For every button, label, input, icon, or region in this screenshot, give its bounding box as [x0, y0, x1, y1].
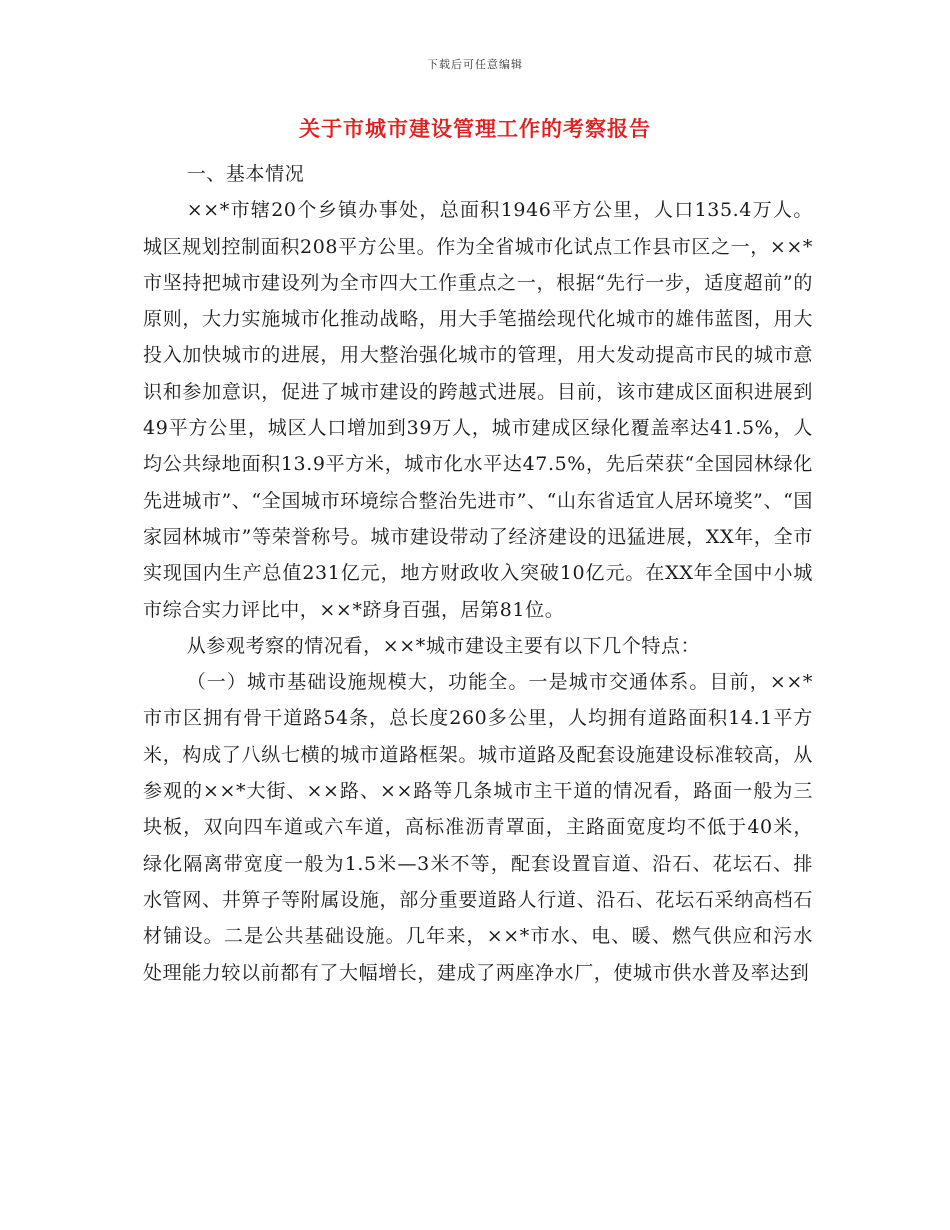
header-note: 下载后可任意编辑 [427, 58, 523, 71]
section-heading: 一、基本情况 [186, 163, 305, 185]
document-body [143, 156, 813, 991]
paragraph-basic-situation: ××*市辖20个乡镇办事处，总面积1946平方公里，人口135.4万人。城区规划控制面积208平方公里。作为全省城市化试点工作县市区之一，××*市坚持把城市建设列为全市四大工作重点之一，根据“先行一步，适度超前”的原则，大力实施城市化推动战略，用大手笔描绘现代化城市的雄伟蓝图，用大投入加快城市的进展，用大整治强化城市的管理，用大发动提高市民的城市意识和参加意识，促进了城市建设的跨越式进展。目前，该市建成区面积进展到49平方公里，城区人口增加到39万人，城市建成区绿化覆盖率达41.5%，人均公共绿地面积13.9平方米，城市化水平达47.5%，先后荣获“全国园林绿化先进城市”、“全国城市环境综合整治先进市”、“山东省适宜人居环境奖”、“国家园林城市”等荣誉称号。城市建设带动了经济建设的迅猛进展，XX年，全市实现国内生产总值231亿元，地方财政收入突破10亿元。在XX年全国中小城市综合实力评比中，××*跻身百强，居第81位。 [143, 199, 813, 621]
document-title: 关于市城市建设管理工作的考察报告 [299, 116, 651, 141]
paragraph-infrastructure: （一）城市基础设施规模大，功能全。一是城市交通体系。目前，××*市市区拥有骨干道路54条，总长度260多公里，人均拥有道路面积14.1平方米，构成了八纵七横的城市道路框架。城市道路及配套设施建设标准较高，从参观的××*大街、××路、××路等几条城市主干道的情况看，路面一般为三块板，双向四车道或六车道，高标准沥青罩面，主路面宽度均不低于40米，绿化隔离带宽度一般为1.5米—3米不等，配套设置盲道、沿石、花坛石、排水管网、井箅子等附属设施，部分重要道路人行道、沿石、花坛石采纳高档石材铺设。二是公共基础设施。几年来，××*市水、电、暖、燃气供应和污水处理能力较以前都有了大幅增长，建成了两座净水厂，使城市供水普及率达到 [143, 671, 813, 984]
paragraph-features-intro: 从参观考察的情况看，××*城市建设主要有以下几个特点： [186, 634, 701, 657]
